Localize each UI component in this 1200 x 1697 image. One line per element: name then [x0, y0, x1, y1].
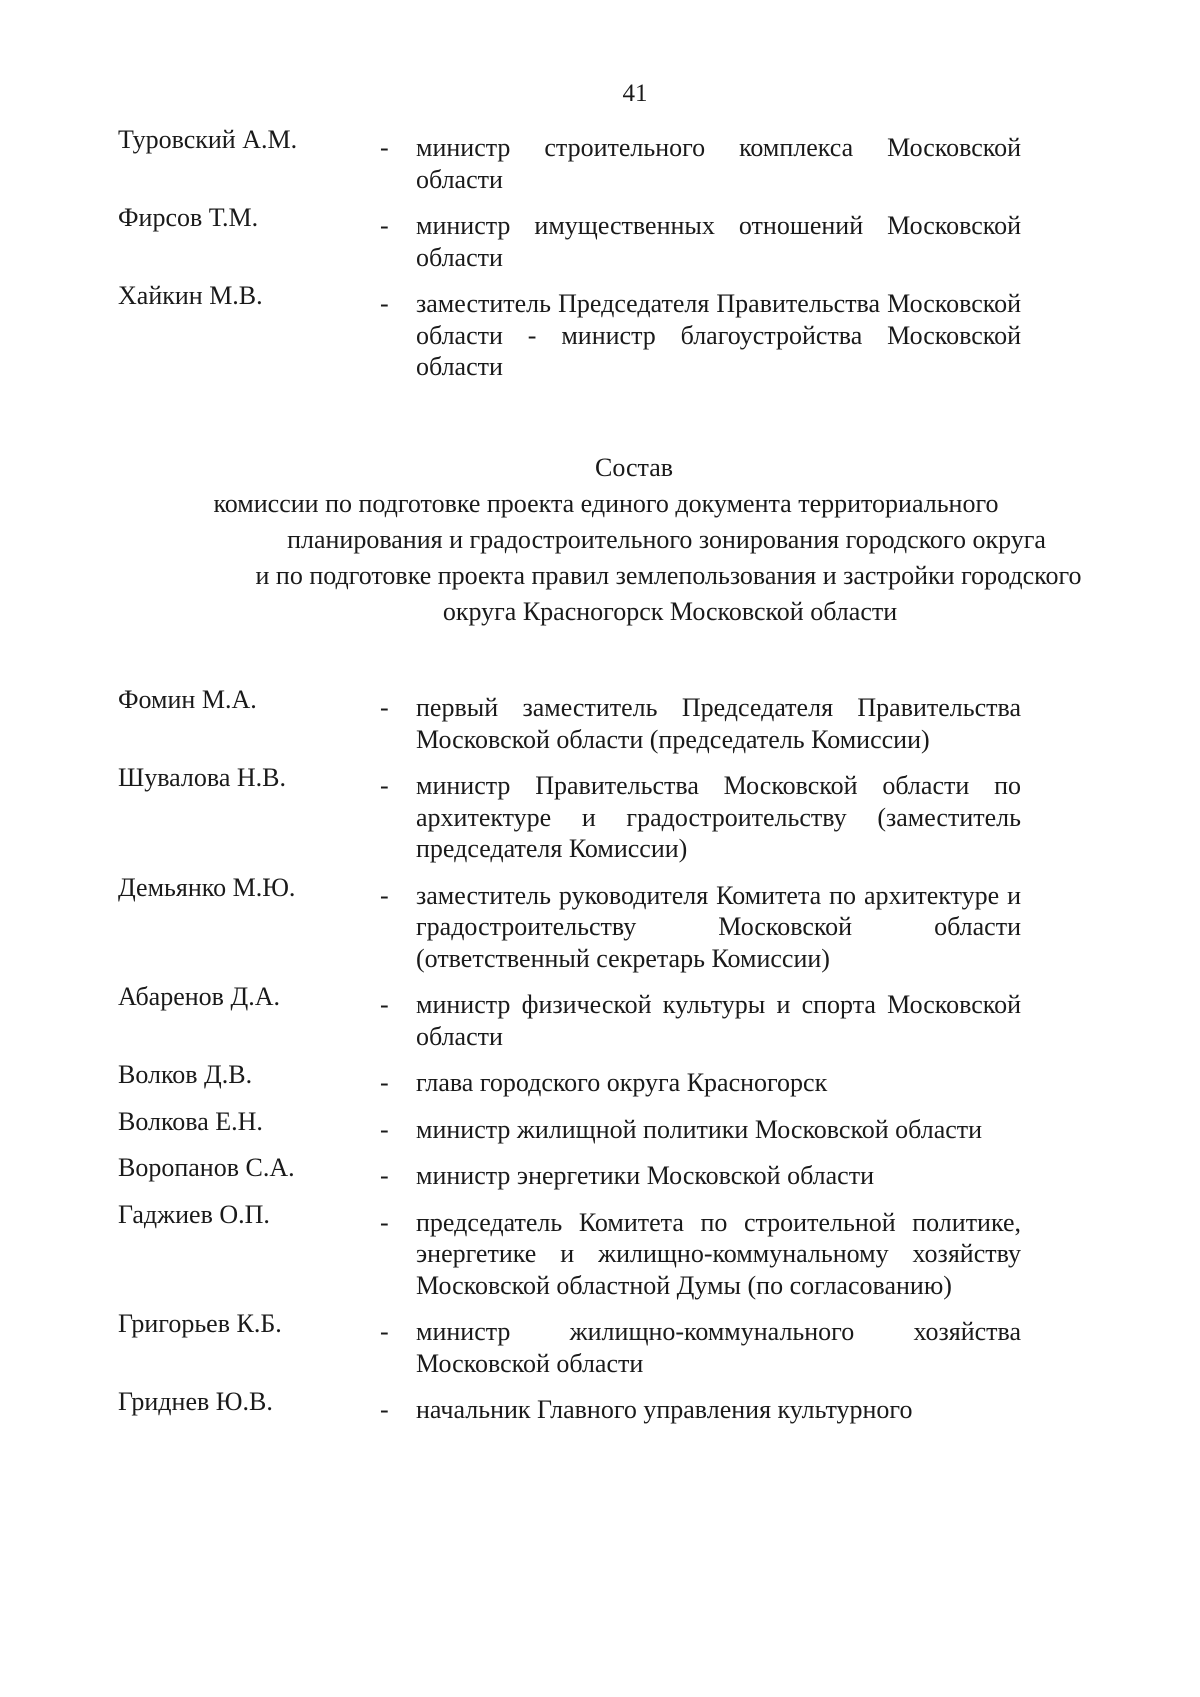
person-role: министр жилищной политики Московской области [416, 1114, 983, 1144]
dash-separator: - [380, 1068, 389, 1097]
list-item [118, 125, 1023, 195]
person-role: начальник Главного управления культурного [416, 1395, 913, 1424]
dash-separator: - [380, 1207, 389, 1237]
person-name: Гриднев Ю.В. [118, 1387, 273, 1416]
list-item [118, 1387, 1023, 1426]
person-name: Хайкин М.В. [118, 281, 263, 310]
list-item [118, 1153, 1023, 1192]
person-role: министр имущественных отношений Московской области [416, 211, 1021, 272]
person-name: Фомин М.А. [118, 685, 257, 714]
dash-separator: - [380, 1395, 389, 1424]
member-list [118, 685, 1023, 1426]
person-name: Григорьев К.Б. [118, 1309, 282, 1338]
dash-separator: - [380, 990, 389, 1019]
dash-separator: - [380, 693, 389, 722]
list-item [118, 1309, 1023, 1379]
list-item [118, 281, 1023, 383]
person-name: Волков Д.В. [118, 1060, 253, 1089]
person-role: заместитель руководителя Комитета по архитектуре и градостроительству Московской области (ответственный секретарь Комиссии) [416, 880, 1021, 973]
heading-title: Состав [594, 453, 674, 482]
person-role: председатель Комитета по строительной политике, энергетике и жилищно-коммунальному хозяйству Московской областной Думы (по согласованию) [416, 1207, 1021, 1300]
list-item [118, 685, 1023, 755]
heading-line: и по подготовке проекта правил землепользования и застройки городского [255, 561, 1082, 590]
person-role: заместитель Председателя Правительства Московской области - министр благоустройства Московской области [416, 289, 1021, 381]
person-name: Гаджиев О.П. [118, 1199, 270, 1229]
person-name: Волкова Е.Н. [118, 1106, 263, 1136]
list-item [118, 982, 1023, 1052]
person-name: Абаренов Д.А. [118, 982, 280, 1011]
dash-separator: - [380, 289, 389, 318]
person-name: Воропанов С.А. [118, 1153, 295, 1182]
heading-line: округа Красногорск Московской области [442, 597, 898, 626]
dash-separator: - [380, 1161, 389, 1190]
person-role: министр Правительства Московской области по архитектуре и градостроительству (заместитель председателя Комиссии) [416, 771, 1021, 863]
person-role: глава городского округа Красногорск [416, 1068, 828, 1097]
person-role: первый заместитель Председателя Правительства Московской области (председатель Комиссии) [416, 693, 1021, 754]
person-role: министр физической культуры и спорта Московской области [416, 990, 1021, 1051]
top-entry-list [118, 125, 1023, 383]
page-number: 41 [622, 80, 648, 107]
person-role: министр энергетики Московской области [416, 1161, 874, 1190]
dash-separator: - [380, 1317, 389, 1346]
heading-line: планирования и градостроительного зонирования городского округа [287, 525, 1046, 554]
list-item [118, 1199, 1023, 1302]
dash-separator: - [380, 880, 389, 910]
person-name: Демьянко М.Ю. [118, 872, 296, 902]
list-item [118, 763, 1023, 865]
dash-separator: - [380, 211, 389, 240]
list-item [118, 1060, 1023, 1099]
dash-separator: - [380, 771, 389, 800]
person-name: Фирсов Т.М. [118, 203, 259, 232]
list-item [118, 872, 1023, 975]
person-name: Туровский А.М. [118, 125, 298, 154]
list-item [118, 1106, 1023, 1146]
commission-heading [0, 450, 1200, 630]
heading-line: комиссии по подготовке проекта единого документа территориального [213, 489, 999, 518]
person-role: министр строительного комплекса Московской области [416, 133, 1021, 194]
list-item [118, 203, 1023, 273]
dash-separator: - [380, 1114, 389, 1144]
person-role: министр жилищно-коммунального хозяйства Московской области [416, 1317, 1021, 1378]
person-name: Шувалова Н.В. [118, 763, 286, 792]
dash-separator: - [380, 133, 389, 162]
